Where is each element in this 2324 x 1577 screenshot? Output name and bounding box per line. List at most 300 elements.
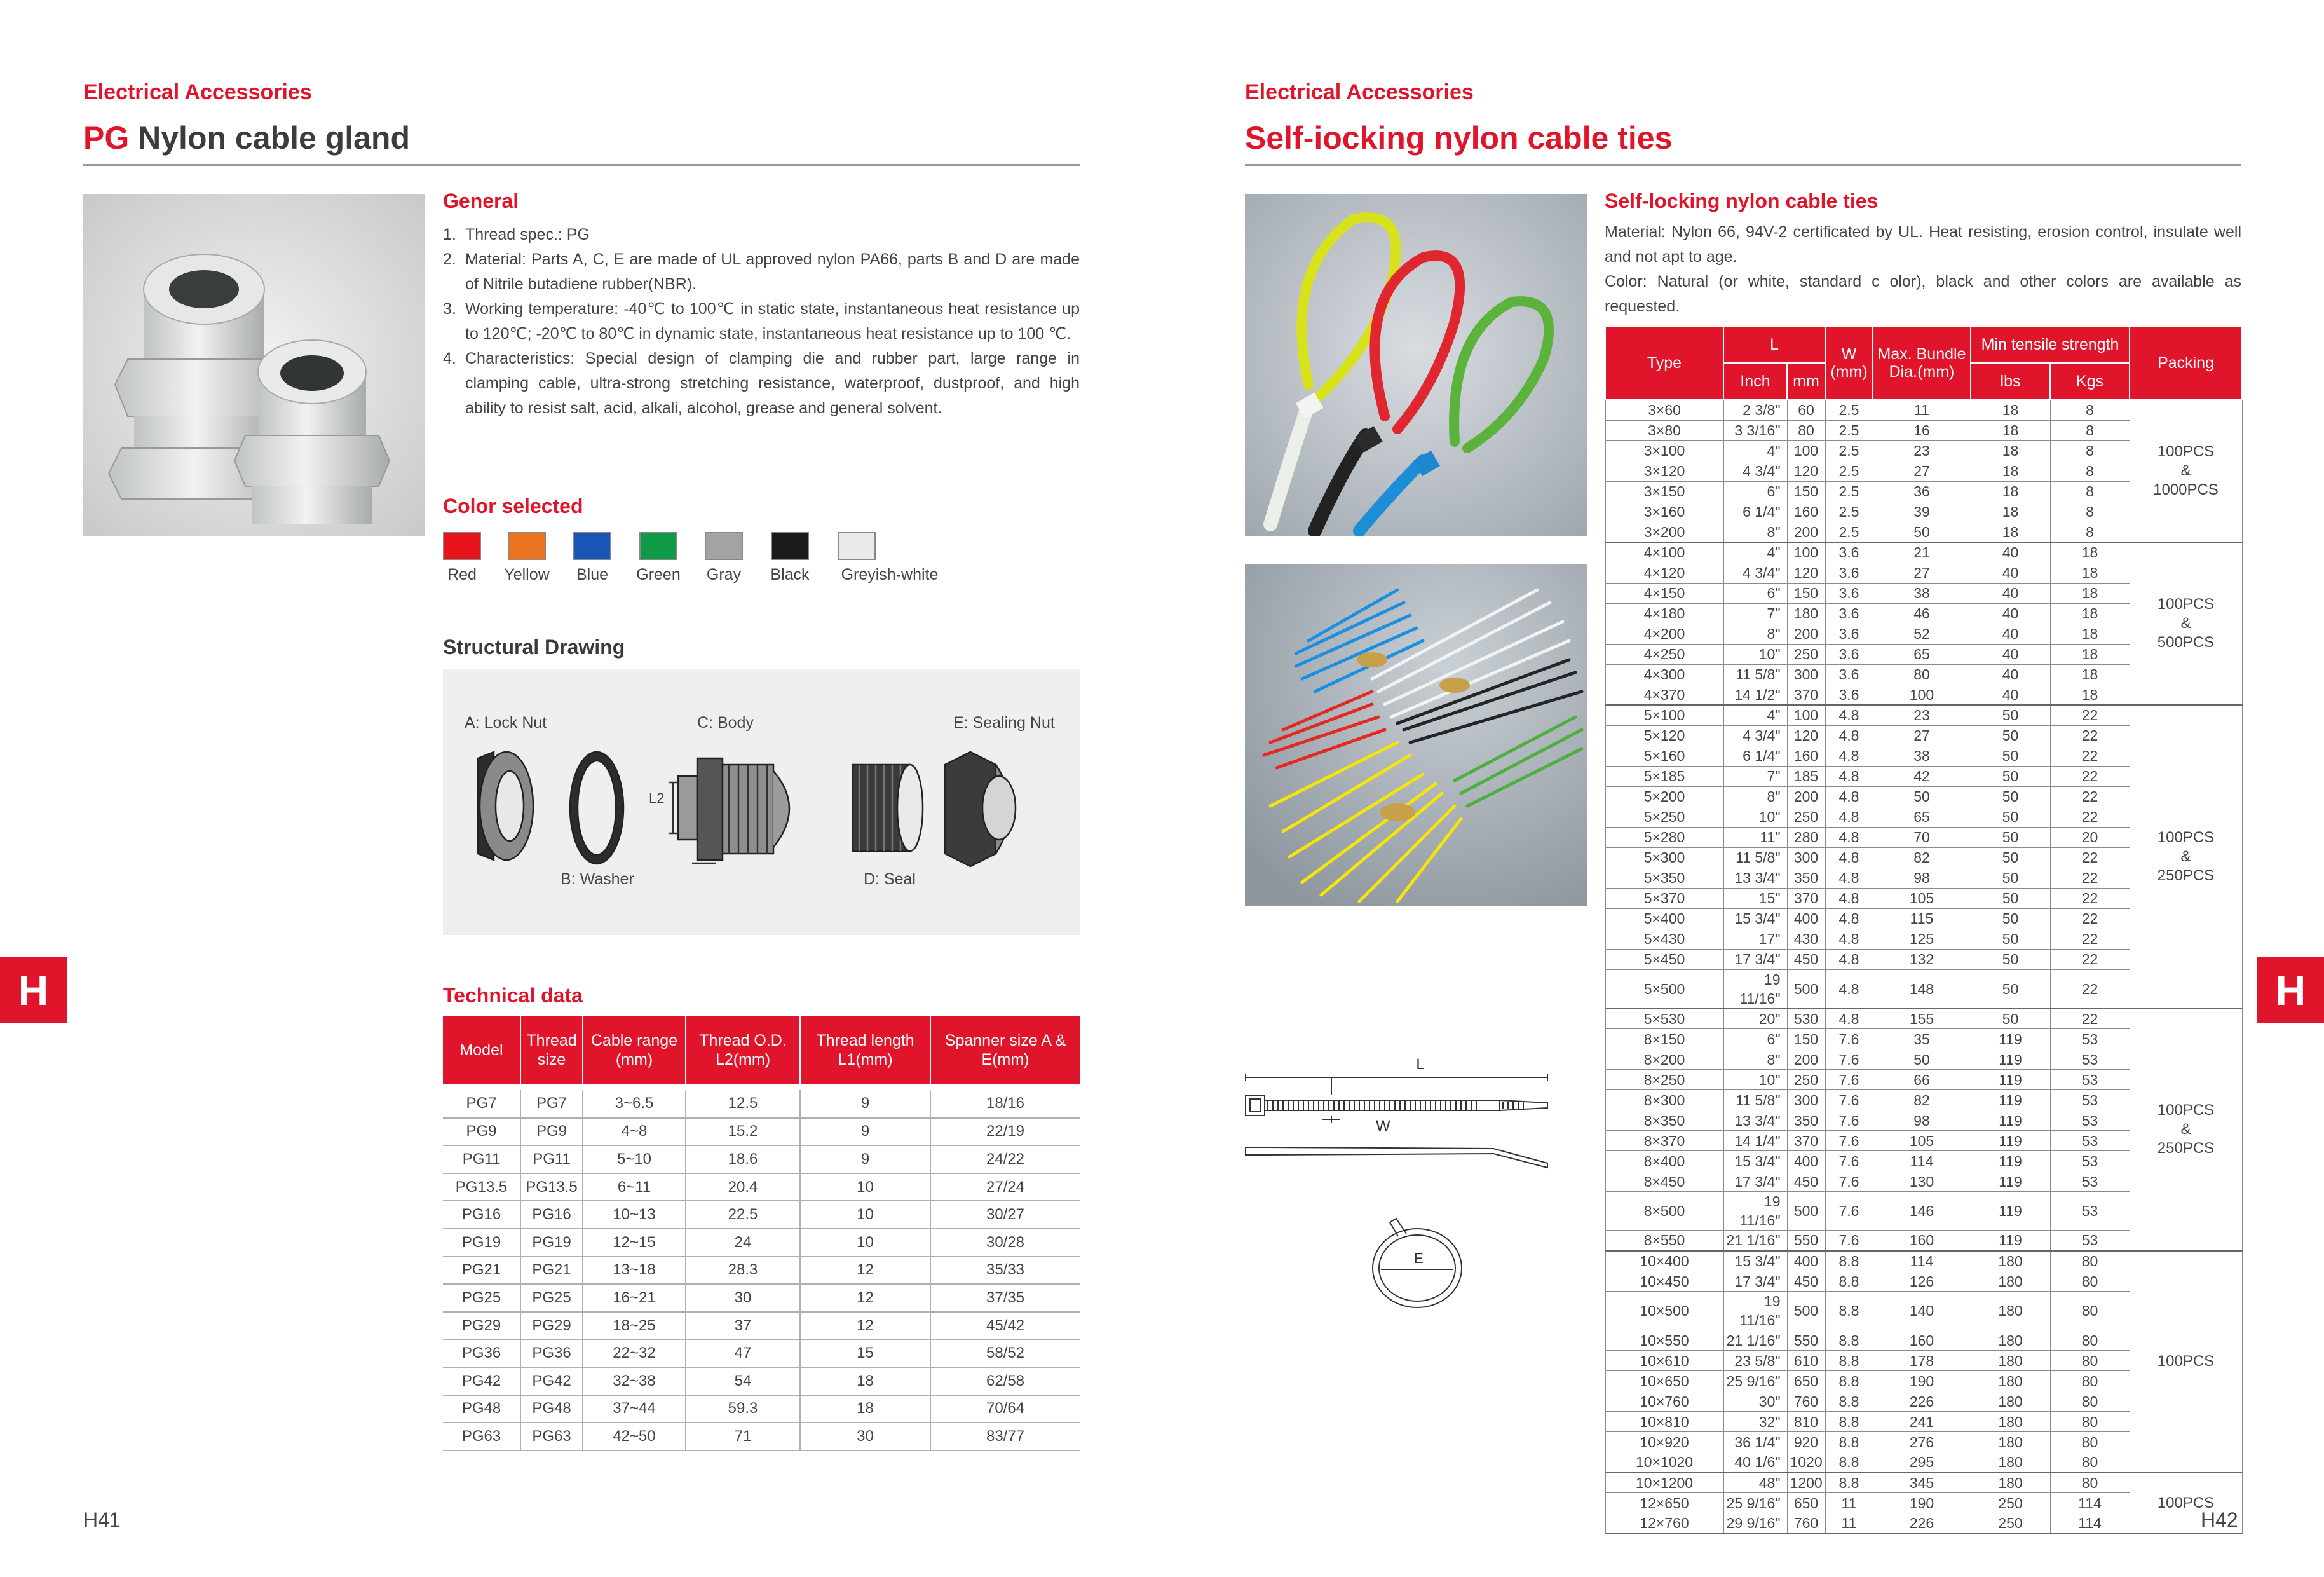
ties-cell: 150 [1787,481,1825,502]
ties-cell: 2 3/8" [1723,400,1787,420]
ties-cell: 4×100 [1605,542,1723,563]
ties-cell: 25 9/16" [1723,1371,1787,1391]
ties-cell: 190 [1873,1371,1971,1391]
ties-cell: 6" [1723,1029,1787,1049]
ties-cell: 50 [1971,786,2050,807]
ties-cell: 53 [2050,1171,2130,1192]
tech-cell: 24/22 [930,1145,1080,1173]
ties-cell: 3×150 [1605,481,1723,502]
tech-cell: PG36 [443,1339,520,1367]
ties-cell: 400 [1787,908,1825,929]
left-section-label: Electrical Accessories [83,80,312,104]
swatch-label: Greyish-white [841,566,939,584]
ties-cell: 27 [1873,725,1971,746]
ties-cell: 4" [1723,440,1787,461]
ties-cell: 80 [1873,664,1971,685]
ties-table-body [1605,400,2242,1534]
tech-row [443,1118,1080,1146]
general-item [443,346,1080,421]
ties-cell: 18 [1971,400,2050,420]
ties-cell: 3.6 [1825,542,1873,563]
ties-cell: 8" [1723,624,1787,644]
ties-cell: 53 [2050,1070,2130,1090]
cable-ties-table [1605,325,2243,1534]
ties-cell: 82 [1873,847,1971,868]
ties-cell: 920 [1787,1432,1825,1452]
cable-ties-image-1 [1245,194,1587,536]
tech-cell: PG29 [520,1312,583,1340]
ties-cell: 8×450 [1605,1171,1723,1192]
tech-cell: 24 [686,1229,800,1257]
tech-header-cell: Cable range (mm) [583,1016,686,1084]
tech-cell: PG19 [520,1229,583,1257]
tech-row [443,1423,1080,1451]
ties-cell: 5×185 [1605,766,1723,786]
general-item-number: 2. [443,250,456,268]
ties-cell: 65 [1873,807,1971,827]
tech-row [443,1367,1080,1395]
header-type: Type [1605,326,1723,400]
ties-cell: 8×150 [1605,1029,1723,1049]
ties-cell: 155 [1873,1009,1971,1029]
ties-cell: 98 [1873,1110,1971,1131]
ties-cell: 52 [1873,624,1971,644]
header-bundle: Max. Bundle Dia.(mm) [1873,326,1971,400]
ties-sub-heading: Self-locking nylon cable ties [1605,189,1879,212]
ties-cell: 15 3/4" [1723,908,1787,929]
right-title-rule [1245,164,2241,166]
tech-cell: 35/33 [930,1257,1080,1285]
ties-cell: 3 3/16" [1723,420,1787,440]
ties-cell: 180 [1971,1251,2050,1271]
ties-cell: 32" [1723,1412,1787,1432]
ties-cell: 36 1/4" [1723,1432,1787,1452]
ties-cell: 8×500 [1605,1192,1723,1231]
ties-cell: 11 5/8" [1723,847,1787,868]
ties-cell: 18 [1971,481,2050,502]
ties-cell: 8 [2050,522,2130,542]
tech-cell: 54 [686,1367,800,1395]
ties-color-text: Color: Natural (or white, standard c olor), black and other colors are available as requested. [1605,273,2241,315]
ties-cell: 10" [1723,644,1787,664]
tech-cell: 30 [800,1423,930,1451]
ties-cell: 40 1/6" [1723,1452,1787,1473]
ties-cell: 17 3/4" [1723,1271,1787,1292]
ties-cell: 6" [1723,583,1787,603]
tech-cell: 22~32 [583,1339,686,1367]
ties-cell: 18 [2050,603,2130,624]
ties-cell: 8.8 [1825,1351,1873,1371]
ties-cell: 3×200 [1605,522,1723,542]
ties-cell: 30" [1723,1391,1787,1412]
ties-cell: 50 [1971,868,2050,888]
ties-cell: 180 [1971,1351,2050,1371]
ties-cell: 5×400 [1605,908,1723,929]
tech-cell: 18.6 [686,1145,800,1173]
ties-cell: 14 1/2" [1723,685,1787,705]
ties-cell: 6" [1723,481,1787,502]
ties-cell: 8.8 [1825,1251,1873,1271]
ties-cell: 10×610 [1605,1351,1723,1371]
swatch-black [771,532,809,560]
ties-cell: 180 [1971,1271,2050,1292]
ties-cell: 22 [2050,908,2130,929]
ties-cell: 4×200 [1605,624,1723,644]
tech-cell: PG7 [443,1090,520,1118]
ties-cell: 66 [1873,1070,1971,1090]
tech-cell: PG63 [520,1423,583,1451]
drawing-heading: Structural Drawing [443,636,625,659]
ties-cell: 148 [1873,969,1971,1009]
ties-cell: 18 [2050,624,2130,644]
ties-cell: 21 1/16" [1723,1231,1787,1251]
ties-cell: 650 [1787,1371,1825,1391]
ties-cell: 2.5 [1825,461,1873,481]
ties-cell: 19 11/16" [1723,1192,1787,1231]
ties-row [1605,1009,2242,1029]
ties-cell: 15 3/4" [1723,1251,1787,1271]
ties-cell: 119 [1971,1049,2050,1070]
color-heading: Color selected [443,495,583,517]
tech-cell: 9 [800,1090,930,1118]
ties-cell: 7.6 [1825,1231,1873,1251]
ties-cell: 8 [2050,461,2130,481]
ties-cell: 11 [1873,400,1971,420]
ties-cell: 7" [1723,603,1787,624]
cable-ties-photo-2 [1245,564,1587,906]
tech-cell: 12 [800,1284,930,1312]
left-page-number: H41 [83,1508,121,1531]
ties-cell: 12×650 [1605,1493,1723,1513]
ties-cell: 53 [2050,1231,2130,1251]
ties-cell: 11" [1723,827,1787,847]
diagram-label-e: E [1414,1250,1424,1266]
ties-packing-cell: 100PCS [2130,1251,2242,1473]
ties-cell: 370 [1787,888,1825,908]
ties-cell: 17 3/4" [1723,949,1787,969]
ties-cell: 22 [2050,786,2130,807]
general-item-text: Characteristics: Special design of clamping die and rubber part, large range in clamping cable, ultra-strong stretching resistance, waterproof, dustproof, and high ability to resist salt, acid, alkali, alcohol, grease and general solvent. [465,350,1080,417]
structural-drawing-panel [443,669,1080,935]
ties-cell: 10×760 [1605,1391,1723,1412]
ties-cell: 100 [1873,685,1971,705]
swatch-label: Green [636,566,681,584]
ties-cell: 46 [1873,603,1971,624]
ties-cell: 50 [1971,725,2050,746]
ties-cell: 22 [2050,1009,2130,1029]
tech-header-cell: Thread O.D. L2(mm) [686,1016,800,1084]
ties-cell: 4.8 [1825,827,1873,847]
tech-row [443,1090,1080,1118]
ties-cell: 17" [1723,929,1787,949]
ties-packing-cell: 100PCS & 1000PCS [2130,400,2242,542]
ties-cell: 50 [1971,908,2050,929]
ties-cell: 530 [1787,1009,1825,1029]
ties-cell: 114 [2050,1513,2130,1534]
label-lock-nut: A: Lock Nut [465,714,547,732]
ties-cell: 1020 [1787,1452,1825,1473]
ties-cell: 5×350 [1605,868,1723,888]
ties-cell: 5×300 [1605,847,1723,868]
ties-cell: 40 [1971,644,2050,664]
ties-cell: 120 [1787,461,1825,481]
swatch-label: Red [447,566,477,584]
ties-cell: 185 [1787,766,1825,786]
tech-cell: 20.4 [686,1173,800,1201]
ties-cell: 760 [1787,1391,1825,1412]
ties-cell: 8" [1723,786,1787,807]
tech-cell: PG29 [443,1312,520,1340]
ties-cell: 7.6 [1825,1192,1873,1231]
tech-cell: 10~13 [583,1201,686,1229]
tech-cell: PG48 [443,1395,520,1423]
general-item-number: 1. [443,226,456,243]
ties-cell: 4×300 [1605,664,1723,685]
ties-cell: 550 [1787,1330,1825,1351]
ties-cell: 7.6 [1825,1070,1873,1090]
ties-cell: 4.8 [1825,888,1873,908]
ties-cell: 8×400 [1605,1151,1723,1171]
ties-cell: 22 [2050,705,2130,725]
ties-cell: 10×920 [1605,1432,1723,1452]
ties-cell: 4.8 [1825,705,1873,725]
ties-cell: 4 3/4" [1723,461,1787,481]
ties-cell: 60 [1787,400,1825,420]
tech-cell: PG13.5 [520,1173,583,1201]
tech-cell: 37~44 [583,1395,686,1423]
general-item [443,247,1080,297]
ties-cell: 19 11/16" [1723,1292,1787,1330]
tech-cell: PG11 [520,1145,583,1173]
ties-cell: 48" [1723,1473,1787,1493]
tech-cell: 70/64 [930,1395,1080,1423]
ties-cell: 300 [1787,847,1825,868]
ties-cell: 50 [1971,929,2050,949]
tech-cell: PG63 [443,1423,520,1451]
tech-cell: 12 [800,1312,930,1340]
ties-cell: 200 [1787,522,1825,542]
tech-row [443,1257,1080,1285]
cable-gland-image [83,194,425,536]
ties-cell: 7.6 [1825,1049,1873,1070]
tech-cell: 22.5 [686,1201,800,1229]
ties-cell: 50 [1971,807,2050,827]
ties-cell: 6 1/4" [1723,502,1787,522]
tech-cell: PG16 [443,1201,520,1229]
ties-cell: 550 [1787,1231,1825,1251]
ties-cell: 80 [2050,1271,2130,1292]
ties-cell: 180 [1971,1330,2050,1351]
ties-cell: 250 [1787,807,1825,827]
tech-cell: 32~38 [583,1367,686,1395]
general-item [443,222,1080,247]
ties-cell: 18 [2050,583,2130,603]
header-inch: Inch [1723,363,1787,400]
ties-cell: 5×100 [1605,705,1723,725]
ties-cell: 22 [2050,746,2130,766]
ties-cell: 400 [1787,1251,1825,1271]
tech-header-row [443,1016,1080,1084]
tech-cell: PG21 [443,1257,520,1285]
ties-cell: 226 [1873,1391,1971,1412]
left-section-tab: H [0,957,67,1023]
tech-cell: 62/58 [930,1367,1080,1395]
ties-cell: 21 1/16" [1723,1330,1787,1351]
technical-data-table [443,1016,1080,1451]
right-page-number: H42 [2201,1508,2238,1531]
tech-cell: 16~21 [583,1284,686,1312]
cable-gland-photo [83,194,425,536]
diagram-label-l: L [1416,1056,1425,1073]
ties-cell: 5×530 [1605,1009,1723,1029]
ties-cell: 38 [1873,746,1971,766]
ties-cell: 450 [1787,949,1825,969]
tech-cell: PG42 [443,1367,520,1395]
tech-cell: 9 [800,1145,930,1173]
ties-cell: 5×450 [1605,949,1723,969]
tech-cell: PG21 [520,1257,583,1285]
ties-cell: 160 [1787,746,1825,766]
ties-cell: 80 [2050,1432,2130,1452]
ties-cell: 370 [1787,685,1825,705]
ties-cell: 40 [1971,542,2050,563]
tech-table-body [443,1084,1080,1451]
ties-cell: 4.8 [1825,969,1873,1009]
ties-cell: 18 [2050,644,2130,664]
ties-cell: 7.6 [1825,1090,1873,1110]
ties-cell: 4×180 [1605,603,1723,624]
ties-row [1605,542,2242,563]
ties-cell: 4 3/4" [1723,725,1787,746]
ties-cell: 180 [1971,1371,2050,1391]
ties-cell: 40 [1971,664,2050,685]
ties-cell: 2.5 [1825,420,1873,440]
label-seal: D: Seal [864,870,916,888]
ties-cell: 3.6 [1825,603,1873,624]
ties-cell: 5×370 [1605,888,1723,908]
ties-cell: 10" [1723,1070,1787,1090]
ties-cell: 119 [1971,1151,2050,1171]
ties-cell: 22 [2050,969,2130,1009]
ties-cell: 400 [1787,1151,1825,1171]
ties-cell: 17 3/4" [1723,1171,1787,1192]
ties-cell: 50 [1873,1049,1971,1070]
ties-cell: 40 [1971,603,2050,624]
ties-cell: 610 [1787,1351,1825,1371]
tech-cell: PG16 [520,1201,583,1229]
ties-cell: 10" [1723,807,1787,827]
ties-cell: 100 [1787,705,1825,725]
ties-cell: 80 [2050,1452,2130,1473]
header-l: L [1723,326,1825,363]
ties-cell: 250 [1787,644,1825,664]
ties-cell: 200 [1787,786,1825,807]
ties-cell: 53 [2050,1090,2130,1110]
ties-cell: 82 [1873,1090,1971,1110]
ties-cell: 250 [1787,1070,1825,1090]
ties-cell: 4 3/4" [1723,563,1787,583]
ties-cell: 13 3/4" [1723,868,1787,888]
tech-header-cell: Spanner size A & E(mm) [930,1016,1080,1084]
ties-cell: 27 [1873,461,1971,481]
ties-cell: 3.6 [1825,583,1873,603]
ties-cell: 27 [1873,563,1971,583]
swatch-yellow [508,532,546,560]
ties-cell: 5×500 [1605,969,1723,1009]
ties-cell: 80 [2050,1351,2130,1371]
ties-cell: 40 [1971,583,2050,603]
ties-cell: 22 [2050,949,2130,969]
swatch-gray [705,532,743,560]
ties-cell: 8×200 [1605,1049,1723,1070]
tech-row [443,1284,1080,1312]
ties-cell: 4.8 [1825,766,1873,786]
ties-cell: 80 [2050,1371,2130,1391]
ties-cell: 120 [1787,725,1825,746]
ties-cell: 40 [1971,624,2050,644]
tech-row [443,1145,1080,1173]
ties-cell: 105 [1873,888,1971,908]
ties-cell: 8 [2050,400,2130,420]
ties-cell: 15 3/4" [1723,1151,1787,1171]
ties-cell: 7.6 [1825,1029,1873,1049]
tech-cell: 10 [800,1201,930,1229]
ties-cell: 50 [1971,949,2050,969]
tech-cell: 13~18 [583,1257,686,1285]
tech-cell: PG25 [520,1284,583,1312]
ties-cell: 300 [1787,664,1825,685]
tech-cell: PG9 [443,1118,520,1146]
ties-cell: 500 [1787,1192,1825,1231]
ties-cell: 8" [1723,1049,1787,1070]
ties-cell: 4×150 [1605,583,1723,603]
tech-cell: 10 [800,1229,930,1257]
ties-cell: 180 [1971,1452,2050,1473]
tech-cell: 42~50 [583,1423,686,1451]
ties-packing-cell: 100PCS & 250PCS [2130,705,2242,1009]
ties-cell: 650 [1787,1493,1825,1513]
ties-cell: 53 [2050,1110,2130,1131]
ties-cell: 126 [1873,1271,1971,1292]
tech-cell: 45/42 [930,1312,1080,1340]
ties-cell: 42 [1873,766,1971,786]
general-item-text: Working temperature: -40℃ to 100℃ in static state, instantaneous heat resistance up to 120℃; -20℃ to 80℃ in dynamic state, instantaneous heat resistance up to 100 ℃. [465,300,1080,343]
ties-cell: 180 [1971,1292,2050,1330]
ties-cell: 114 [2050,1493,2130,1513]
header-kgs: Kgs [2050,363,2130,400]
ties-cell: 22 [2050,725,2130,746]
ties-cell: 80 [2050,1473,2130,1493]
tech-cell: 9 [800,1118,930,1146]
ties-cell: 226 [1873,1513,1971,1534]
swatch-green [639,532,677,560]
ties-cell: 8.8 [1825,1412,1873,1432]
tech-cell: 18~25 [583,1312,686,1340]
tech-cell: 18 [800,1395,930,1423]
ties-cell: 38 [1873,583,1971,603]
ties-packing-cell: 100PCS & 500PCS [2130,542,2242,705]
ties-cell: 160 [1787,502,1825,522]
ties-cell: 5×250 [1605,807,1723,827]
ties-cell: 4" [1723,542,1787,563]
ties-cell: 10×500 [1605,1292,1723,1330]
ties-cell: 11 5/8" [1723,664,1787,685]
ties-cell: 15" [1723,888,1787,908]
structural-drawing-svg [443,669,1080,935]
ties-cell: 150 [1787,583,1825,603]
ties-row [1605,400,2242,420]
ties-cell: 18 [1971,440,2050,461]
